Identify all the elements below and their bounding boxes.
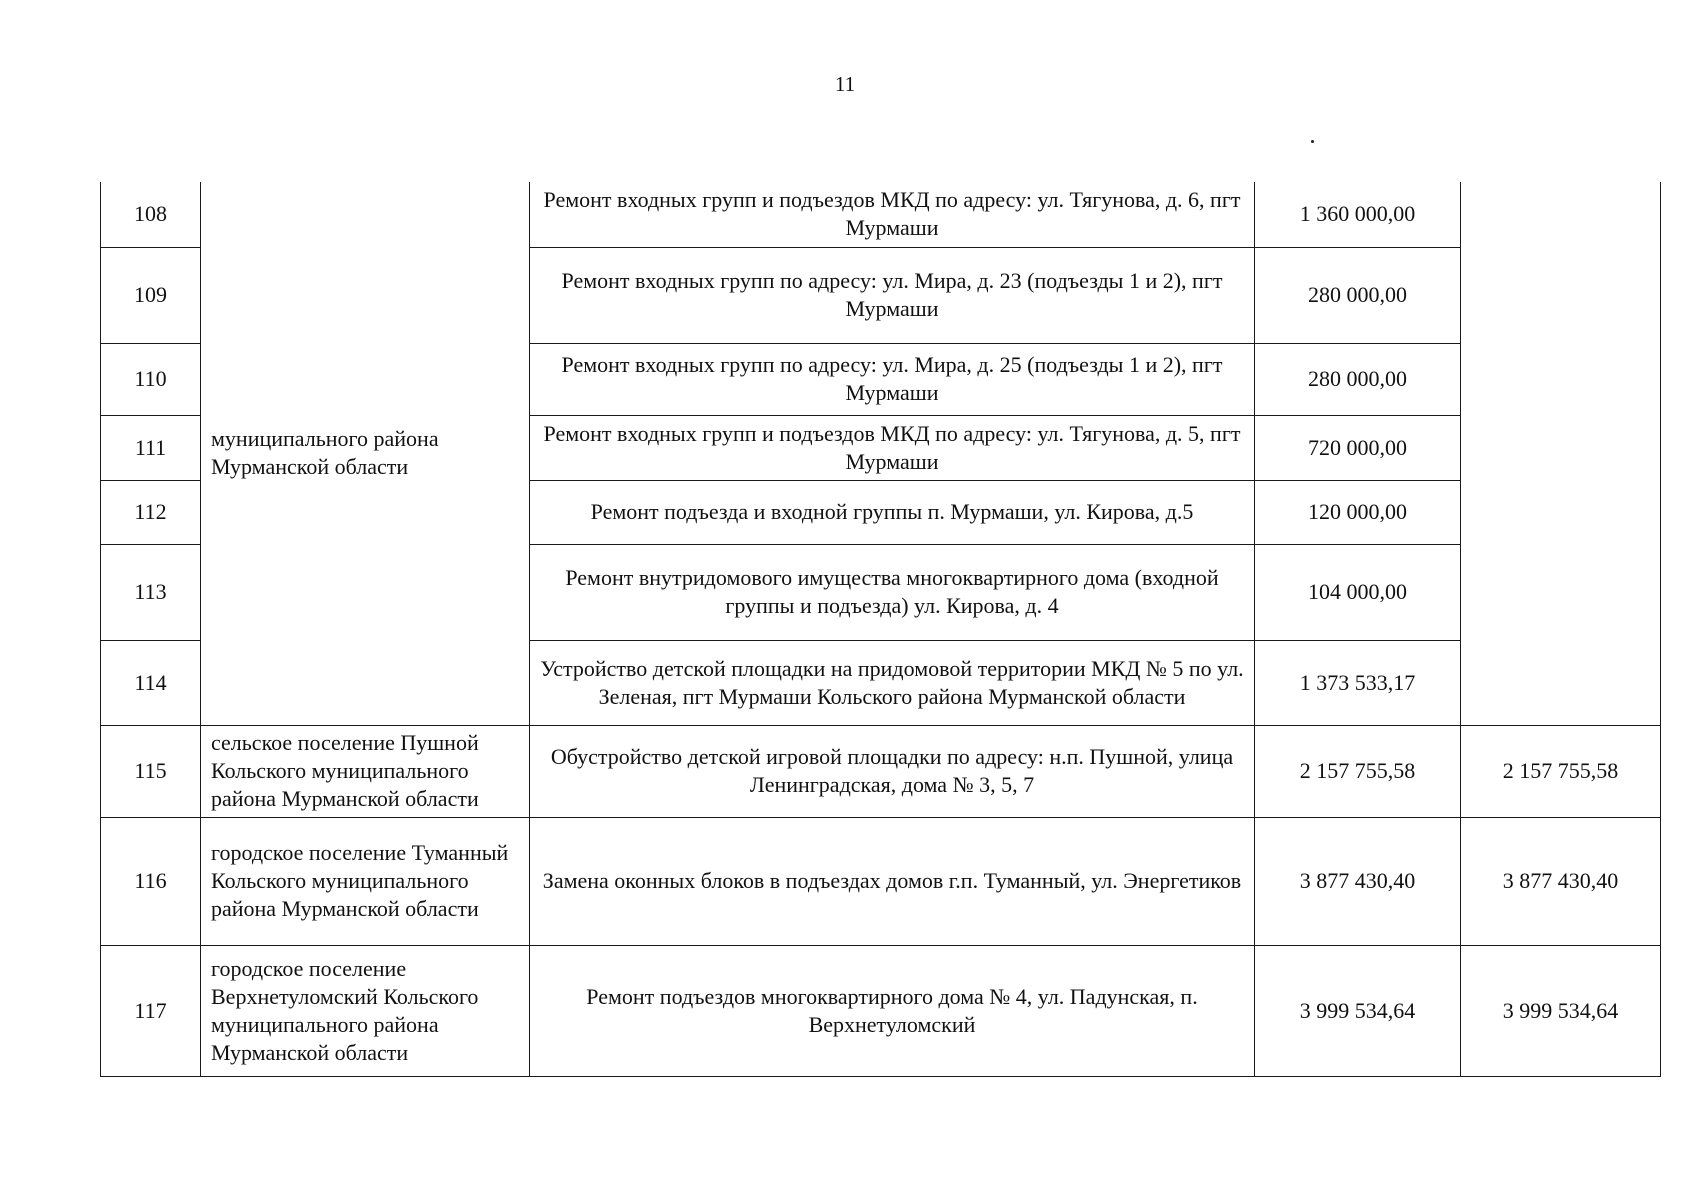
work-description: Ремонт входных групп и подъездов МКД по адресу: ул. Тягунова, д. 6, пгт Мурмаши (530, 182, 1255, 247)
amount-cell: 104 000,00 (1255, 544, 1461, 640)
work-description: Ремонт входных групп по адресу: ул. Мира, д. 23 (подъезды 1 и 2), пгт Мурмаши (530, 247, 1255, 343)
row-number: 113 (101, 544, 201, 640)
total-cell: 2 157 755,58 (1461, 725, 1661, 817)
page-number: 11 (834, 72, 856, 96)
total-cell: 3 877 430,40 (1461, 817, 1661, 945)
row-number: 117 (101, 945, 201, 1076)
row-number: 110 (101, 343, 201, 415)
amount-cell: 120 000,00 (1255, 480, 1461, 544)
amount-cell: 3 877 430,40 (1255, 817, 1461, 945)
work-description: Ремонт внутридомового имущества многоквартирного дома (входной группы и подъезда) ул. Кирова, д. 4 (530, 544, 1255, 640)
amount-cell: 280 000,00 (1255, 247, 1461, 343)
row-number: 109 (101, 247, 201, 343)
row-number: 115 (101, 725, 201, 817)
work-description: Ремонт входных групп и подъездов МКД по адресу: ул. Тягунова, д. 5, пгт Мурмаши (530, 415, 1255, 480)
work-description: Замена оконных блоков в подъездах домов г.п. Туманный, ул. Энергетиков (530, 817, 1255, 945)
row-number: 114 (101, 640, 201, 725)
work-description: Ремонт подъездов многоквартирного дома № 4, ул. Падунская, п. Верхнетуломский (530, 945, 1255, 1076)
row-number: 108 (101, 182, 201, 247)
amount-cell: 3 999 534,64 (1255, 945, 1461, 1076)
row-number: 116 (101, 817, 201, 945)
amount-cell: 1 360 000,00 (1255, 182, 1461, 247)
row-number: 112 (101, 480, 201, 544)
table-row (101, 725, 1661, 817)
municipality-cell: городское поселение Туманный Кольского муниципального района Мурманской области (201, 817, 530, 945)
work-description: Обустройство детской игровой площадки по адресу: н.п. Пушной, улица Ленинградская, дома № 3, 5, 7 (530, 725, 1255, 817)
total-cell: 3 999 534,64 (1461, 945, 1661, 1076)
amount-cell: 1 373 533,17 (1255, 640, 1461, 725)
amount-cell: 720 000,00 (1255, 415, 1461, 480)
table-row (101, 945, 1661, 1076)
municipality-cell: городское поселение Верхнетуломский Кольского муниципального района Мурманской области (201, 945, 530, 1076)
work-description: Ремонт подъезда и входной группы п. Мурмаши, ул. Кирова, д.5 (530, 480, 1255, 544)
work-description: Ремонт входных групп по адресу: ул. Мира, д. 25 (подъезды 1 и 2), пгт Мурмаши (530, 343, 1255, 415)
scan-speck (1311, 140, 1314, 143)
municipality-cell: муниципального района Мурманской области (201, 182, 530, 725)
funding-table (100, 182, 1661, 1077)
municipality-cell: сельское поселение Пушной Кольского муниципального района Мурманской области (201, 725, 530, 817)
total-cell (1461, 182, 1661, 725)
amount-cell: 280 000,00 (1255, 343, 1461, 415)
amount-cell: 2 157 755,58 (1255, 725, 1461, 817)
table-row (101, 182, 1661, 247)
row-number: 111 (101, 415, 201, 480)
table-row (101, 817, 1661, 945)
work-description: Устройство детской площадки на придомовой территории МКД № 5 по ул. Зеленая, пгт Мурмаши Кольского района Мурманской области (530, 640, 1255, 725)
